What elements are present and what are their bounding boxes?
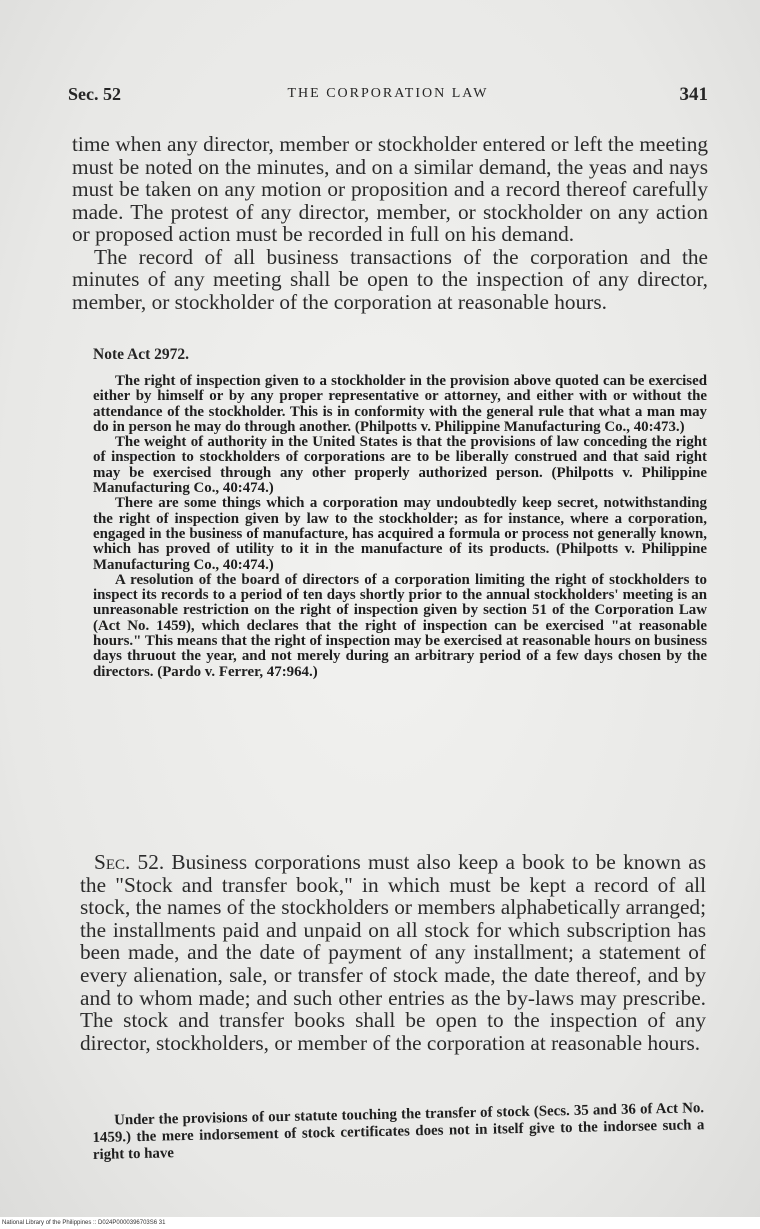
section-52-text: Business corporations must also keep a book to be known as the "Stock and transfer book," in which must be kept a record of all stock, the names of the stockholders or members alphabetically arranged; the installments paid and unpaid on all stock for which subscription has been made, and the date of payment of any installment; a statement of every alienation, sale, or transfer of stock made, the date thereof, and by and to whom made; and such other entries as the by-laws may prescribe. The stock and transfer books shall be open to the inspection of any director, stockholders, or member of the corporation at reasonable hours. [80, 850, 706, 1055]
note-label: Note Act 2972. [93, 346, 189, 363]
paragraph-record-inspection: The record of all business transactions of the corporation and the minutes of any meeting shall be open to the inspection of any director, member, or stockholder of the corporation at reasonable hours. [72, 244, 708, 314]
body-text-top [72, 133, 708, 313]
header-title: THE CORPORATION LAW [287, 86, 489, 101]
note-paragraph: The weight of authority in the United States is that the provisions of law conceding the right of inspection to stockholders of corporations are to be liberally construed and that said right may be exercised through any other properly authorized person. (Philpotts v. Philippine Manufacturing Co., 40:474.) [93, 434, 707, 497]
bottom-note [92, 1100, 705, 1164]
note-paragraph: There are some things which a corporation may undoubtedly keep secret, notwithstanding the right of inspection given by law to the stockholder; as for instance, where a corporation, engaged in the business of manufacture, has acquired a formula or process not generally known, which has proved of utility to it in the manufacture of its products. (Philpotts v. Philippine Manufacturing Co., 40:474.) [93, 495, 707, 573]
annotation-notes [93, 374, 707, 680]
note-paragraph: A resolution of the board of directors of a corporation limiting the right of stockholders to inspect its records to a period of ten days shortly prior to the annual stockholders' meeting is an unreasonable restriction on the right of inspection given by section 51 of the Corporation Law (Act No. 1459), which declares that the right of inspection can be exercised "at reasonable hours." This means that the right of inspection may be exercised at reasonable hours on business days thruout the year, and not merely during an arbitrary period of a few days chosen by the directors. (Pardo v. Ferrer, 47:964.) [93, 571, 707, 680]
note-paragraph: The right of inspection given to a stockholder in the provision above quoted can be exercised either by himself or by any proper representative or attorney, and either with or without the attendance of the stockholder. This is in conformity with the general rule that what a man may do in person he may do through another. (Philpotts v. Philippine Manufacturing Co., 40:473.) [93, 373, 707, 435]
paragraph-continuation: time when any director, member or stockholder entered or left the meeting must be noted on the minutes, and on a similar demand, the yeas and nays must be taken on any motion or proposition and a record thereof carefully made. The protest of any director, member, or stockholder on any action or proposed action must be recorded in full on his demand. [72, 132, 708, 246]
bottom-note-text: Under the provisions of our statute touching the transfer of stock (Secs. 35 and 36 of Act No. 1459.) the mere indorsement of stock certificates does not in itself give to the indorsee such a right to have [92, 1100, 705, 1163]
library-footer: National Library of the Philippines :: D024P0000396703S6 31 [0, 1217, 760, 1229]
header-section: Sec. 52 [68, 84, 121, 104]
page-number: 341 [679, 84, 708, 105]
running-header [68, 84, 708, 108]
section-52 [80, 851, 706, 1054]
section-52-label: Sec. 52. [94, 850, 165, 874]
